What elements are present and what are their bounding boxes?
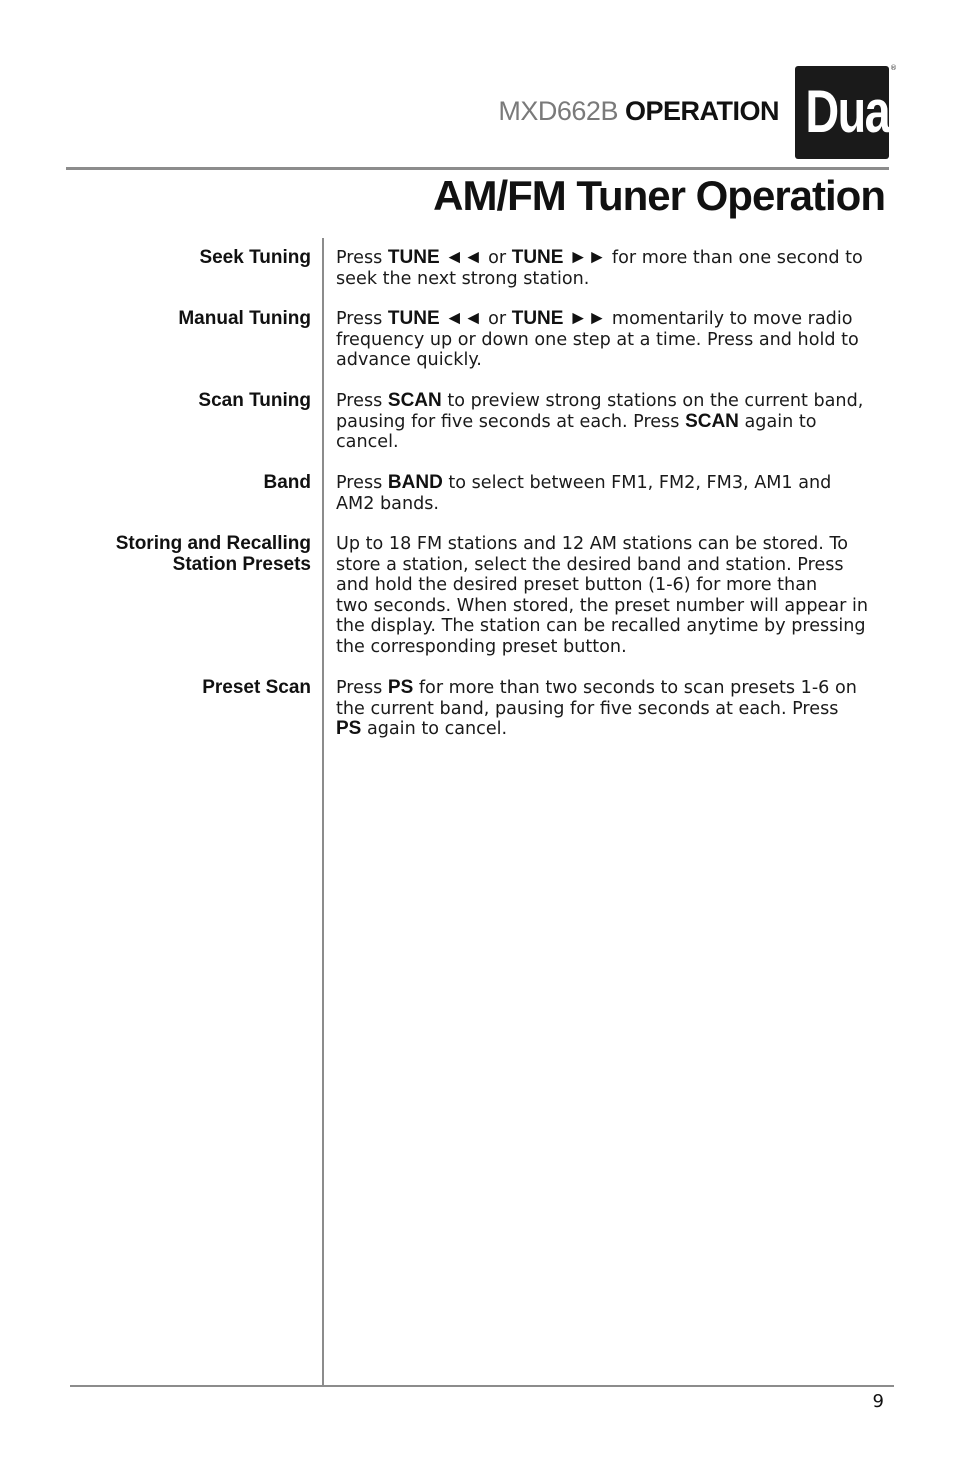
body-line xyxy=(336,678,896,699)
section-label xyxy=(81,473,311,494)
section-label xyxy=(81,534,311,575)
section-label-line: Seek Tuning xyxy=(199,247,311,268)
body-line xyxy=(336,412,896,433)
body-line xyxy=(336,350,896,371)
body-text: momentarily to move radio xyxy=(606,309,853,329)
footer-divider xyxy=(70,1385,894,1387)
body-text: or xyxy=(482,309,512,329)
body-line xyxy=(336,719,896,740)
body-text: seek the next strong station. xyxy=(336,268,590,289)
section-label xyxy=(81,391,311,412)
body-line xyxy=(336,473,896,494)
logo-text: Dual xyxy=(805,78,901,145)
control-name: SCAN xyxy=(387,390,442,411)
body-text: store a station, select the desired band and station. Press xyxy=(336,554,844,575)
body-line xyxy=(336,616,896,637)
body-text: Up to 18 FM stations and 12 AM stations can be stored. To xyxy=(336,534,849,554)
control-name: PS xyxy=(336,718,362,739)
section-body xyxy=(336,309,896,371)
section-label-line: Preset Scan xyxy=(202,677,311,698)
body-text: two seconds. When stored, the preset number will appear in xyxy=(336,595,868,616)
body-line xyxy=(336,494,896,515)
control-name: PS xyxy=(387,677,414,698)
body-text: again to xyxy=(738,411,817,432)
body-text: advance quickly. xyxy=(336,350,482,370)
body-line xyxy=(336,534,896,555)
body-line xyxy=(336,330,896,351)
control-name: SCAN xyxy=(685,410,739,432)
body-line xyxy=(336,391,896,412)
section-body xyxy=(336,248,896,289)
body-text: Press xyxy=(336,391,388,411)
body-line xyxy=(336,555,896,576)
section-label xyxy=(81,248,311,269)
body-line xyxy=(336,269,896,290)
header-operation: OPERATION xyxy=(624,96,779,126)
body-line xyxy=(336,637,896,658)
section-label-line: Scan Tuning xyxy=(198,390,311,411)
section-body xyxy=(336,534,896,657)
body-text: pausing for five seconds at each. Press xyxy=(336,411,686,432)
page-header xyxy=(498,96,779,127)
page-number: 9 xyxy=(872,1391,884,1412)
section-label-line: Storing and Recalling xyxy=(115,533,311,554)
control-name: TUNE ►► xyxy=(511,308,607,329)
header-divider xyxy=(66,167,889,170)
body-line xyxy=(336,596,896,617)
control-name: BAND xyxy=(387,472,443,493)
section-body xyxy=(336,473,896,514)
body-text: cancel. xyxy=(336,432,399,452)
section-label-line: Station Presets xyxy=(172,553,311,575)
model-name: MXD662B xyxy=(498,96,618,126)
body-text: to select between FM1, FM2, FM3, AM1 and xyxy=(442,473,832,493)
body-line xyxy=(336,432,896,453)
body-text: Press xyxy=(336,248,388,268)
section-label-line: Band xyxy=(263,472,311,493)
page-title: AM/FM Tuner Operation xyxy=(433,172,885,219)
section-label xyxy=(81,678,311,699)
body-text: and hold the desired preset button (1-6) for more than xyxy=(336,575,818,595)
body-text: Press xyxy=(336,473,388,493)
body-line xyxy=(336,699,896,720)
body-text: again to cancel. xyxy=(361,719,508,739)
section-label xyxy=(81,309,311,330)
control-name: TUNE ►► xyxy=(511,247,607,268)
control-name: TUNE ◄◄ xyxy=(387,308,483,329)
body-text: to preview strong stations on the current band, xyxy=(441,391,864,411)
body-line xyxy=(336,575,896,596)
dual-logo xyxy=(795,66,901,159)
body-line xyxy=(336,309,896,330)
body-text: Press xyxy=(336,678,388,698)
section-label-line: Manual Tuning xyxy=(178,308,311,329)
body-text: or xyxy=(482,248,512,268)
body-text: the current band, pausing for five seconds at each. Press xyxy=(336,698,839,719)
body-text: for more than one second to xyxy=(606,248,863,268)
body-text: the corresponding preset button. xyxy=(336,636,627,657)
body-text: the display. The station can be recalled anytime by pressing xyxy=(336,616,866,636)
body-text: frequency up or down one step at a time. Press and hold to xyxy=(336,329,859,350)
body-line xyxy=(336,248,896,269)
body-text: AM2 bands. xyxy=(336,493,440,514)
control-name: TUNE ◄◄ xyxy=(387,247,483,268)
registered-mark: ® xyxy=(890,64,897,72)
column-divider xyxy=(322,238,324,1386)
body-text: Press xyxy=(336,309,388,329)
body-text: for more than two seconds to scan presets 1-6 on xyxy=(413,678,857,698)
section-body xyxy=(336,391,896,453)
section-body xyxy=(336,678,896,740)
